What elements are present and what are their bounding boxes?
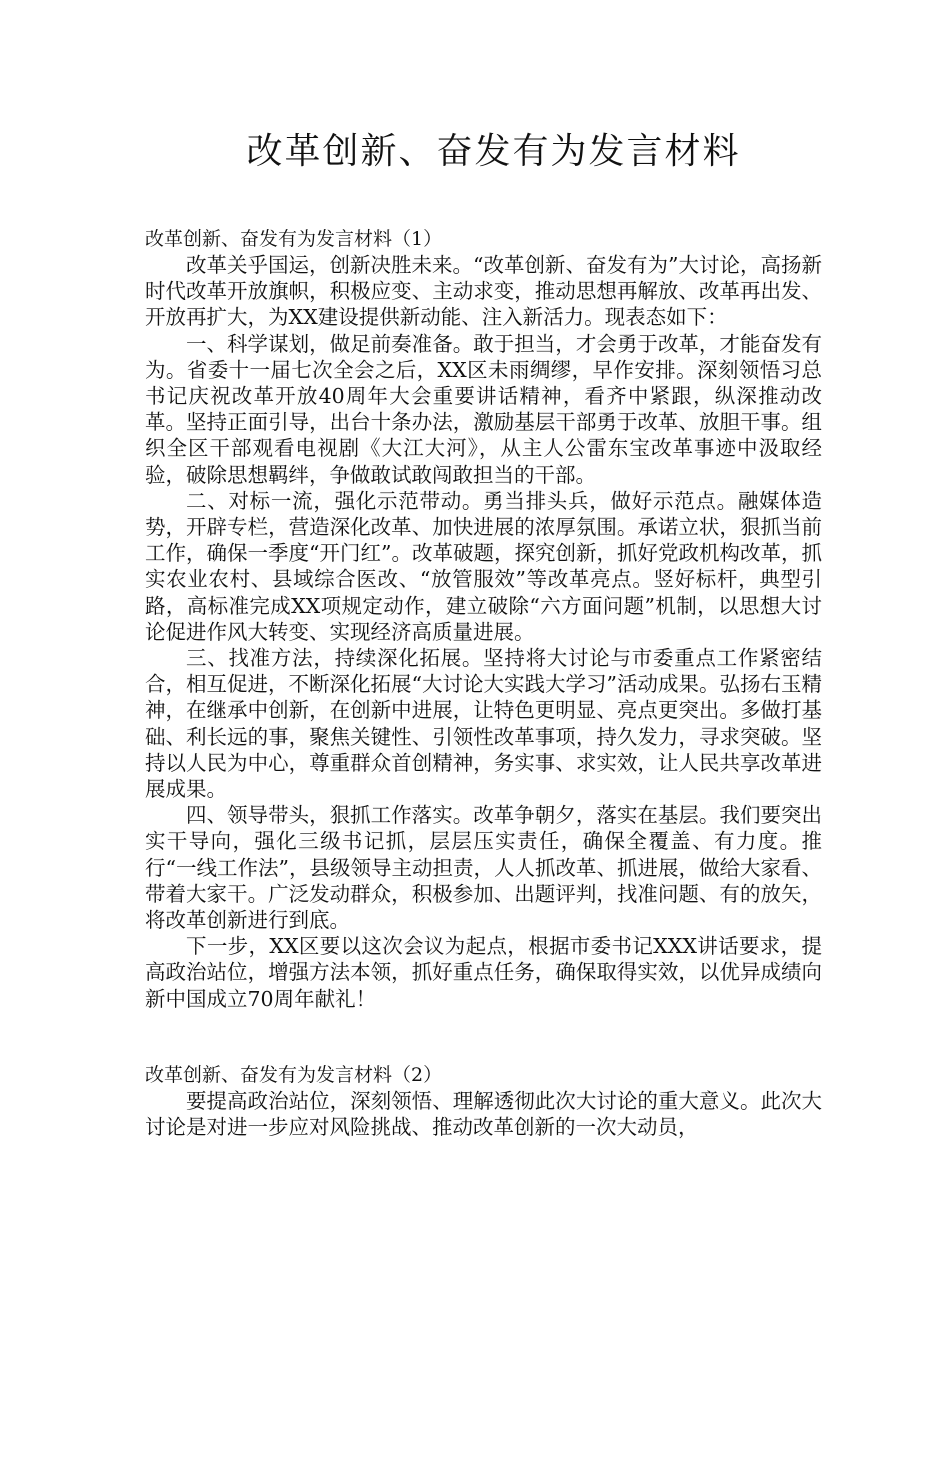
paragraph-point-1: 一、科学谋划，做足前奏准备。敢于担当，才会勇于改革，才能奋发有为。省委十一届七次全会之后，XX区未雨绸缪，早作安排。深刻领悟习总书记庆祝改革开放40周年大会重要讲话精神，看齐中紧跟，纵深推动改革。坚持正面引导，出台十条办法，激励基层干部勇于改革、放胆干事。组织全区干部观看电视剧《大江大河》，从主人公雷东宝改革事迹中汲取经验，破除思想羁绊，争做敢试敢闯敢担当的干部。: [145, 331, 822, 487]
section-1-body: [145, 252, 822, 1012]
section-1-heading: 改革创新、奋发有为发言材料（1）: [145, 228, 443, 250]
paragraph-point-2: 二、对标一流，强化示范带动。勇当排头兵，做好示范点。融媒体造势，开辟专栏，营造深化改革、加快进展的浓厚氛围。承诺立状，狠抓当前工作，确保一季度“开门红”。改革破题，探究创新，抓好党政机构改革，抓实农业农村、县域综合医改、“放管服效”等改革亮点。竖好标杆，典型引路，高标准完成XX项规定动作，建立破除“六方面问题”机制，以思想大讨论促进作风大转变、实现经济高质量进展。: [145, 488, 822, 644]
section-2: [145, 1062, 822, 1140]
document-page: [0, 128, 950, 1472]
paragraph-intro: 改革关乎国运，创新决胜未来。“改革创新、奋发有为”大讨论，高扬新时代改革开放旗帜，积极应变、主动求变，推动思想再解放、改革再出发、开放再扩大，为XX建设提供新动能、注入新活力。现表态如下：: [145, 253, 822, 330]
paragraph-point-4: 四、领导带头，狠抓工作落实。改革争朝夕，落实在基层。我们要突出实干导向，强化三级书记抓，层层压实责任，确保全覆盖、有力度。推行“一线工作法”，县级领导主动担责，人人抓改革、抓进展，做给大家看、带着大家干。广泛发动群众，积极参加、出题评判，找准问题、有的放矢，将改革创新进行到底。: [145, 803, 822, 933]
paragraph-section-2-intro: 要提高政治站位，深刻领悟、理解透彻此次大讨论的重大意义。此次大讨论是对进一步应对风险挑战、推动改革创新的一次大动员，: [145, 1088, 822, 1140]
section-1: [145, 226, 822, 1012]
paragraph-conclusion: 下一步，XX区要以这次会议为起点，根据市委书记XXX讲话要求，提高政治站位，增强方法本领，抓好重点任务，确保取得实效，以优异成绩向新中国成立70周年献礼！: [145, 934, 822, 1011]
paragraph-point-3: 三、找准方法，持续深化拓展。坚持将大讨论与市委重点工作紧密结合，相互促进，不断深化拓展“大讨论大实践大学习”活动成果。弘扬右玉精神，在继承中创新，在创新中进展，让特色更明显、亮点更突出。多做打基础、利长远的事，聚焦关键性、引领性改革事项，持久发力，寻求突破。坚持以人民为中心，尊重群众首创精神，务实事、求实效，让人民共享改革进展成果。: [145, 646, 822, 802]
document-title: 改革创新、奋发有为发言材料: [246, 131, 741, 172]
section-2-body: [145, 1088, 822, 1140]
section-2-heading: 改革创新、奋发有为发言材料（2）: [145, 1063, 443, 1086]
